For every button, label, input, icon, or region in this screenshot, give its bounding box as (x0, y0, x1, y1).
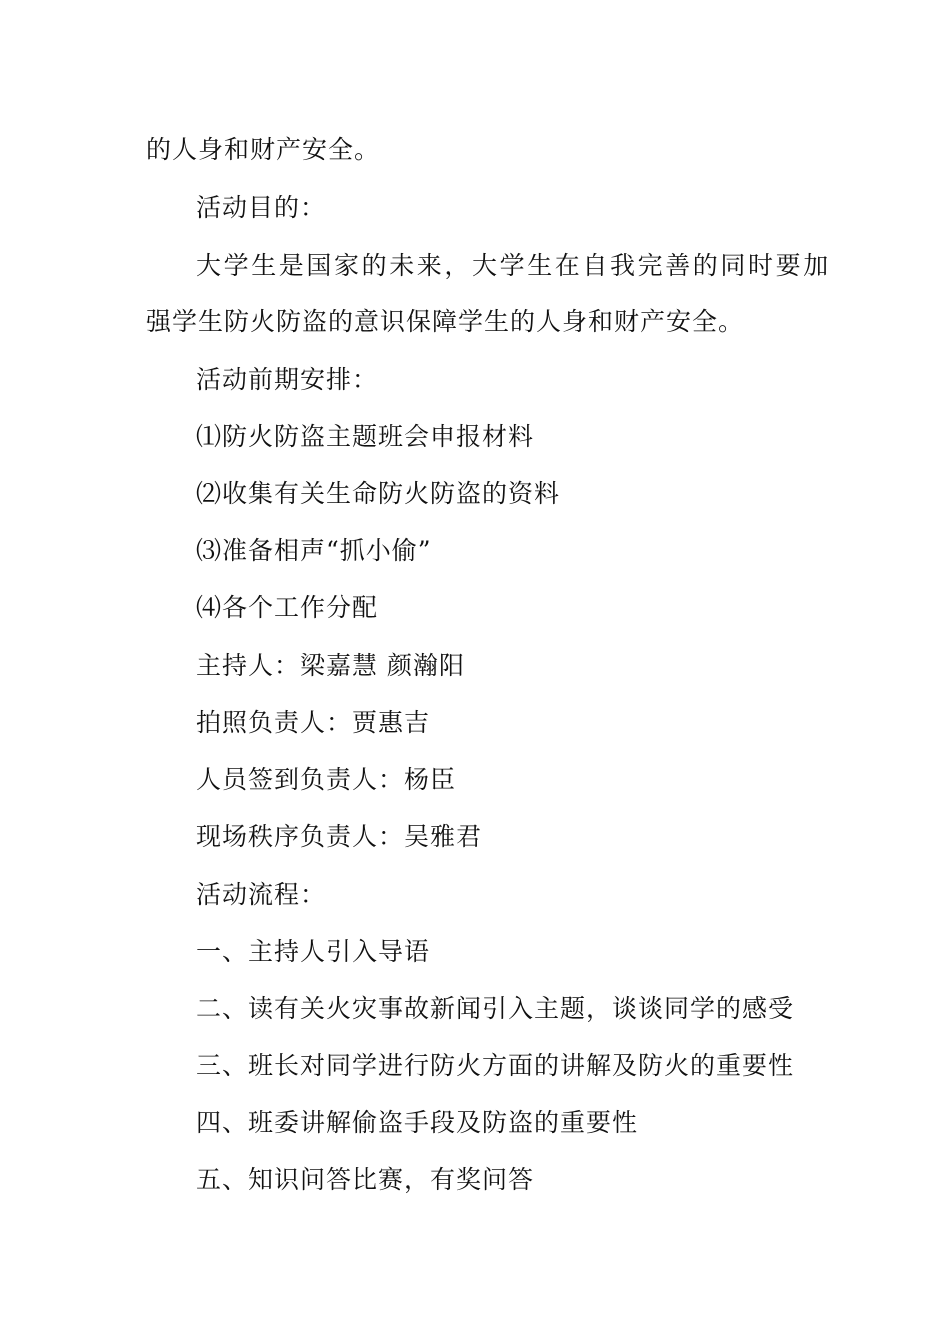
list-item: 现场秩序负责人：吴雅君 (196, 822, 483, 851)
list-item: 人员签到负责人：杨臣 (196, 765, 457, 794)
list-item: ⑴防火防盗主题班会申报材料 (196, 422, 535, 451)
list-item: 三、班长对同学进行防火方面的讲解及防火的重要性 (196, 1051, 795, 1080)
list-item: 拍照负责人：贾惠吉 (196, 708, 431, 737)
list-item: ⑷各个工作分配 (196, 593, 379, 622)
list-item: 一、主持人引入导语 (196, 937, 431, 966)
list-item: 四、班委讲解偷盗手段及防盗的重要性 (196, 1108, 639, 1137)
section-heading: 活动前期安排： (196, 365, 379, 394)
section-heading: 活动流程： (196, 880, 327, 909)
paragraph-line: 强学生防火防盗的意识保障学生的人身和财产安全。 (146, 307, 745, 336)
section-heading: 活动目的： (196, 193, 327, 222)
paragraph-line: 大学生是国家的未来，大学生在自我完善的同时要加 (196, 251, 831, 280)
paragraph-line: 的人身和财产安全。 (146, 135, 381, 164)
list-item: 主持人：梁嘉慧 颜瀚阳 (196, 651, 465, 680)
list-item: 五、知识问答比赛，有奖问答 (196, 1165, 535, 1194)
list-item: ⑵收集有关生命防火防盗的资料 (196, 479, 561, 508)
list-item: 二、读有关火灾事故新闻引入主题，谈谈同学的感受 (196, 994, 795, 1023)
list-item: ⑶准备相声“抓小偷” (196, 536, 432, 565)
